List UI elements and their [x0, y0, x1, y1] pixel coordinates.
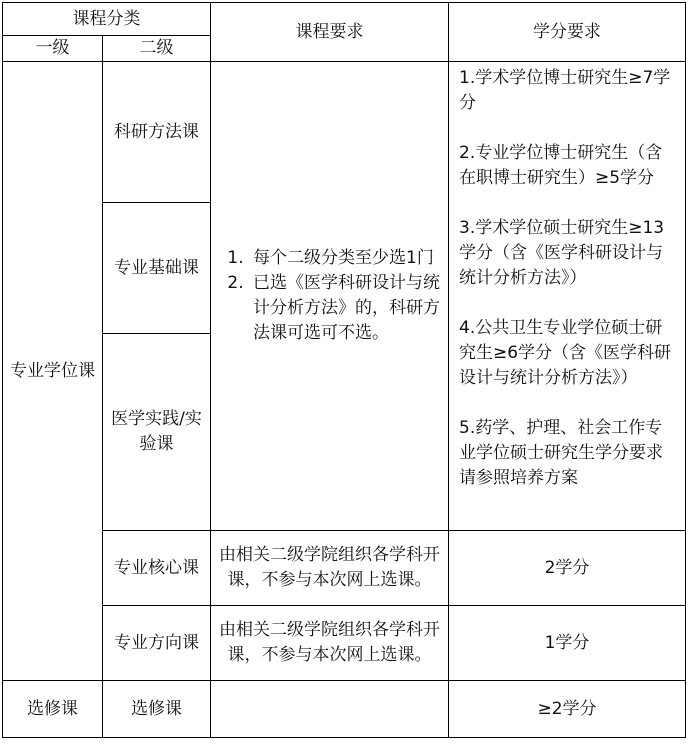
elective-credit: ≥2学分 — [449, 681, 686, 738]
requirement-item: 2. 已选《医学科研设计与统计分析方法》的，科研方法课可选可不选。 — [249, 271, 442, 346]
header-credit: 学分要求 — [449, 3, 686, 62]
subcategory-professional-direction: 专业方向课 — [103, 606, 211, 681]
elective-requirement — [211, 681, 449, 738]
course-table — [2, 2, 686, 738]
header-requirement: 课程要求 — [211, 3, 449, 62]
direction-requirement: 由相关二级学院组织各学科开课，不参与本次网上选课。 — [211, 606, 449, 681]
core-requirement: 由相关二级学院组织各学科开课，不参与本次网上选课。 — [211, 531, 449, 606]
requirement-item: 1. 每个二级分类至少选1门 — [249, 246, 442, 271]
category-elective: 选修课 — [3, 681, 103, 738]
requirement-list — [211, 62, 449, 531]
subcategory-elective: 选修课 — [103, 681, 211, 738]
category-professional: 专业学位课 — [3, 62, 103, 681]
credit-item: 3.学术学位硕士研究生≥13学分（含《医学科研设计与统计分析方法》） — [459, 218, 665, 288]
header-level2: 二级 — [103, 36, 211, 62]
subcategory-professional-core: 专业核心课 — [103, 531, 211, 606]
direction-credit: 1学分 — [449, 606, 686, 681]
header-category: 课程分类 — [3, 3, 211, 36]
credit-list — [449, 62, 686, 531]
header-level1: 一级 — [3, 36, 103, 62]
credit-item: 5.药学、护理、社会工作专业学位硕士研究生学分要求请参照培养方案 — [459, 418, 663, 488]
core-credit: 2学分 — [449, 531, 686, 606]
subcategory-research-methods: 科研方法课 — [103, 62, 211, 203]
credit-item: 2.专业学位博士研究生（含在职博士研究生）≥5学分 — [459, 143, 663, 188]
credit-item: 1.学术学位博士研究生≥7学分 — [459, 68, 671, 113]
credit-item: 4.公共卫生专业学位硕士研究生≥6学分（含《医学科研设计与统计分析方法》） — [459, 318, 672, 388]
subcategory-medical-practice: 医学实践/实验课 — [103, 334, 211, 531]
subcategory-professional-basics: 专业基础课 — [103, 203, 211, 334]
